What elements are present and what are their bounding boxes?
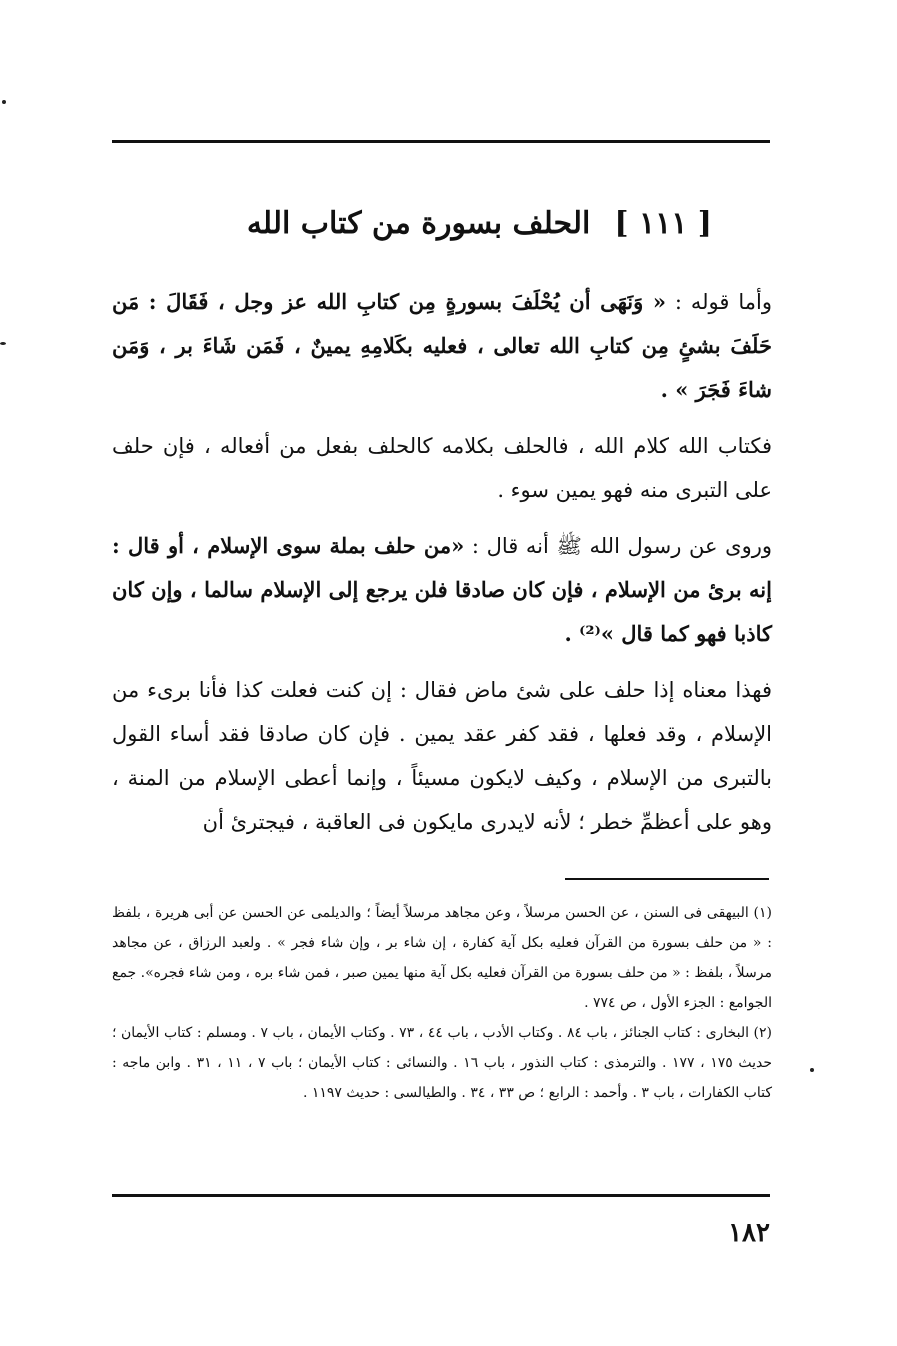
footer-rule (112, 1194, 770, 1197)
paragraph: فهذا معناه إذا حلف على شئ ماض فقال : إن كنت فعلت كذا فأنا برىء من الإسلام ، وقد فعلها ، فقد كفر عقد يمين . فإن كان صادقا فقد أساء القول بالتبرى من الإسلام ، وكيف لايكون مسيئاً ، وإنما أعطى الإسلام من المنة ، وهو على أعظمِّ خطر ؛ لأنه لايدرى مايكون فى العاقبة ، فيجترئ أن (112, 678, 772, 834)
hadith-text: «من حلف بملة سوى الإسلام ، أو قال : إنه برئ من الإسلام ، فإن كان صادقا فلن يرجع إلى الإسلام سالما ، وإن كان كاذبا فهو كما قال »⁽²⁾ . (112, 533, 772, 646)
footnotes (112, 898, 772, 1108)
section-number: [ ١١١ ] (614, 206, 712, 241)
paragraph-intro: وروى عن رسول الله ﷺ أنه قال : (464, 534, 772, 558)
section-heading (112, 206, 712, 241)
footnote-2: (٢) البخارى : كتاب الجنائز ، باب ٨٤ . وكتاب الأدب ، باب ٤٤ ، ٧٣ . وكتاب الأيمان ، باب ٧ . ومسلم : كتاب الأيمان ؛ حديث ١٧٥ ، ١٧٧ . والترمذى : كتاب النذور ، باب ١٦ . والنسائى : كتاب الأيمان ؛ باب ٧ ، ١١ ، ٣١ . وابن ماجه : كتاب الكفارات ، باب ٣ . وأحمد : الرابع ؛ ص ٣٣ ، ٣٤ . والطيالسى : حديث ١١٩٧ . (112, 1025, 773, 1101)
scan-speck (2, 100, 6, 104)
page-number: ١٨٢ (728, 1218, 770, 1248)
paragraph (112, 524, 772, 656)
scan-speck (810, 1068, 814, 1072)
paragraph: فكتاب الله كلام الله ، فالحلف بكلامه كالحلف بفعل من أفعاله ، فإن حلف على التبرى منه فهو يمين سوء . (112, 434, 772, 502)
quoted-text: « وَنَهَى أن يُحْلَفَ بسورةٍ مِن كتابِ الله عز وجل ، فَقَالَ : مَن حَلَفَ بشئٍ مِن كتابِ الله تعالى ، فعليه بكَلامِهِ يمينٌ ، فَمَن شَاءَ بر ، وَمَن شاءَ فَجَرَ » . (112, 289, 772, 402)
section-title: الحلف بسورة من كتاب الله (246, 206, 591, 241)
footnote-1: (١) البيهقى فى السنن ، عن الحسن مرسلاً ، وعن مجاهد مرسلاً أيضاً ؛ والديلمى عن الحسن عن أبى هريرة ، بلفظ : « من حلف بسورة من القرآن فعليه بكل آية كفارة ، إن شاء بر ، وإن شاء فجر » . ولعبد الرزاق ، عن مجاهد مرسلاً ، بلفظ : « من حلف بسورة من القرآن فعليه بكل آية منها يمين صبر ، فمن شاء بره ، ومن شاء فجره». جمع الجوامع : الجزء الأول ، ص ٧٧٤ . (112, 905, 772, 1011)
paragraph-intro: وأما قوله : (665, 290, 772, 314)
footnote-separator (565, 878, 769, 880)
scan-speck (0, 342, 6, 345)
main-text (112, 280, 772, 856)
paragraph (112, 280, 772, 412)
header-rule (112, 140, 770, 143)
